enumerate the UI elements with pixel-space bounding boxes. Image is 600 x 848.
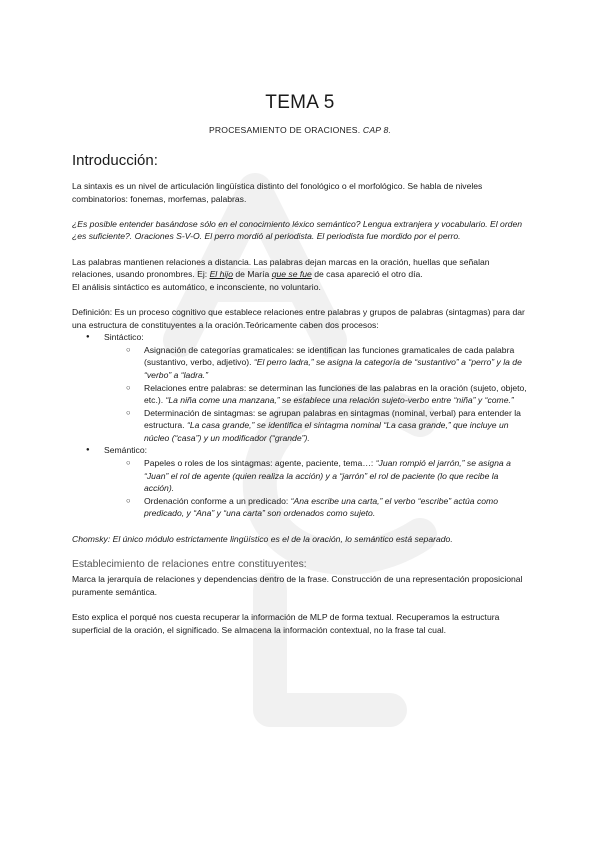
p3-text-c: de casa apareció el otro día. [311, 269, 423, 280]
intro-paragraph-3 [72, 256, 528, 281]
item-text: Asignación de categorías gramaticales: se identifican las funciones gramaticales de cada palabra (sustantivo, verbo, adjetivo). [144, 344, 515, 368]
item-example: “La niña come una manzana,” se establece una relación sujeto-verbo entre “niña” y “come.” [165, 395, 514, 406]
item-text: Determinación de sintagmas: se agrupan palabras en sintagmas (nominal, verbal) para entender la estructura. [144, 407, 521, 431]
page-title: TEMA 5 [265, 92, 335, 113]
item-example: “El perro ladra,” se asigna la categoría de “sustantivo” a “perro” y la de “verbo” a “ladra.” [144, 357, 522, 380]
syntactic-label: Sintáctico: [104, 332, 144, 343]
subtitle-chapter: CAP 8. [362, 125, 392, 135]
list-item [104, 344, 528, 382]
list-item [104, 407, 528, 445]
page-subtitle [72, 125, 528, 135]
section2-heading: Establecimiento de relaciones entre constituyentes: [72, 559, 307, 571]
item-example: “Ana escribe una carta,” el verbo “escribe” actúa como predicado, y “Ana” y “una carta” son ordenados como sujeto. [144, 495, 498, 519]
section2-paragraph-1: Marca la jerarquía de relaciones y dependencias dentro de la frase. Construcción de una representación proposicional puramente semántica. [72, 574, 523, 597]
semantic-label: Semántico: [104, 445, 147, 456]
chomsky-note: Chomsky: El único módulo estrictamente lingüístico es el de la oración, lo semántico está separado. [72, 533, 453, 544]
p3-text-a: Las palabras mantienen relaciones a distancia. Las palabras dejan marcas en la oración, huellas que señalan relaciones, usando pronombres. Ej: [72, 256, 490, 280]
section2-paragraph-2: Esto explica el porqué nos cuesta recuperar la información de MLP de forma textual. Recuperamos la estructura superficial de la oración, el significado. Se almacena la información contextual, no la frase tal cual. [72, 612, 500, 635]
intro-paragraph-1: La sintaxis es un nivel de articulación lingüística distinto del fonológico o el morfológico. Se habla de niveles combinatorios: fonemas, morfemas, palabras. [72, 181, 483, 204]
document-body [72, 152, 528, 649]
p3-underline-2: que se fue [271, 269, 312, 280]
definition-paragraph: Definición: Es un proceso cognitivo que establece relaciones entre palabras y grupos de palabras (sintagmas) para dar una estructura de constituyentes a la oración.Teóricamente caben dos procesos: [72, 306, 525, 330]
subtitle-text: PROCESAMIENTO DE ORACIONES. [208, 125, 361, 135]
list-item [104, 495, 528, 520]
item-text: Relaciones entre palabras: se determinan las funciones de las palabras en la oración (sujeto, objeto, etc.). [144, 382, 527, 406]
semantic-sublist [104, 457, 528, 520]
intro-paragraph-4: El análisis sintáctico es automático, e inconsciente, no voluntario. [72, 281, 321, 292]
syntactic-sublist [104, 344, 528, 445]
list-item [104, 382, 528, 407]
intro-heading: Introducción: [72, 152, 158, 169]
process-list [72, 331, 528, 520]
p3-underline-1: El hijo [209, 269, 233, 280]
intro-paragraph-2: ¿Es posible entender basándose sólo en el conocimiento léxico semántico? Lengua extranjera y vocabulario. El orden ¿es suficiente?. Oraciones S-V-O. El perro mordió al periodista. El periodista fue mordido por el perro. [72, 218, 523, 242]
p3-text-b: de María [232, 269, 272, 280]
list-item-semantic [72, 444, 528, 520]
item-example: “Juan rompió el jarrón,” se asigna a “Juan” el rol de agente (quien realiza la acción) y a “jarrón” el rol de paciente (lo que recibe la acción). [144, 458, 511, 494]
item-text: Ordenación conforme a un predicado: [144, 495, 291, 506]
list-item [104, 457, 528, 495]
list-item-syntactic [72, 331, 528, 444]
item-text: Papeles o roles de los sintagmas: agente, paciente, tema…: [144, 458, 376, 469]
item-example: “La casa grande,” se identifica el sintagma nominal “La casa grande,” que incluye un núcleo (“casa”) y un modificador (“grande”). [144, 420, 509, 443]
